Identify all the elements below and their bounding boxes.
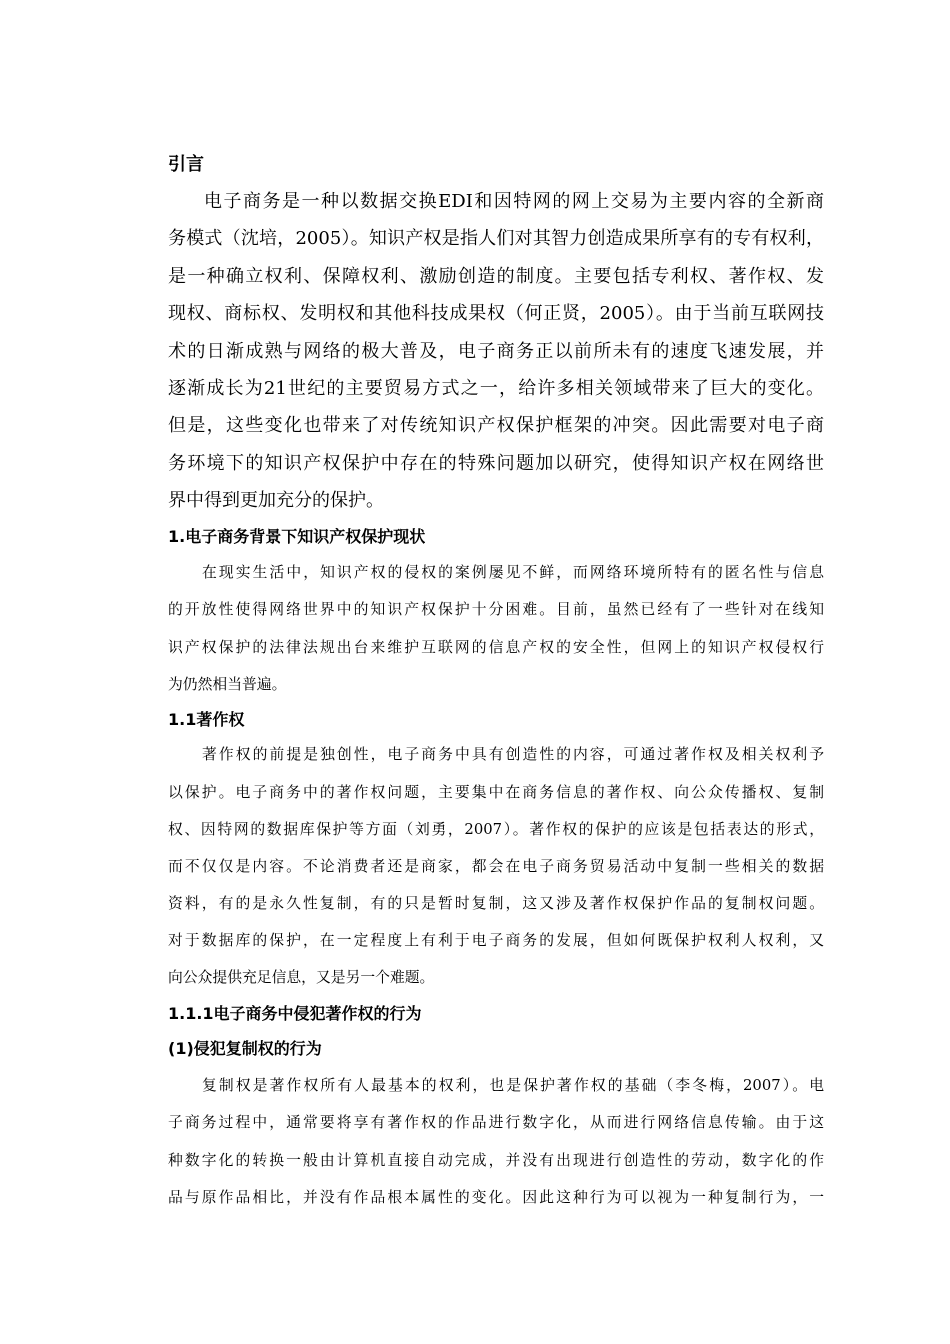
- section-1-1-1-heading: 1.1.1电子商务中侵犯著作权的行为: [168, 1004, 422, 1023]
- section-1-line: 识产权保护的法律法规出台来维护互联网的信息产权的安全性，但网上的知识产权侵权行: [168, 639, 824, 656]
- section-1-1-line: 以保护。电子商务中的著作权问题，主要集中在商务信息的著作权、向公众传播权、复制: [168, 784, 824, 801]
- item-1-line: 子商务过程中，通常要将享有著作权的作品进行数字化，从而进行网络信息传输。由于这: [168, 1114, 824, 1131]
- intro-line: 务环境下的知识产权保护中存在的特殊问题加以研究，使得知识产权在网络世: [168, 453, 824, 474]
- section-1-1-line: 著作权的前提是独创性，电子商务中具有创造性的内容，可通过著作权及相关权利予: [202, 746, 824, 763]
- item-1-line: 种数字化的转换一般由计算机直接自动完成，并没有出现进行创造性的劳动，数字化的作: [168, 1152, 824, 1169]
- intro-line: 现权、商标权、发明权和其他科技成果权（何正贤，2005）。由于当前互联网技: [168, 303, 824, 324]
- intro-line: 但是，这些变化也带来了对传统知识产权保护框架的冲突。因此需要对电子商: [168, 415, 824, 436]
- item-1-line: 复制权是著作权所有人最基本的权利，也是保护著作权的基础（李冬梅，2007）。电: [202, 1077, 824, 1094]
- section-1-heading: 1.电子商务背景下知识产权保护现状: [168, 527, 426, 546]
- intro-line: 逐渐成长为21世纪的主要贸易方式之一，给许多相关领域带来了巨大的变化。: [168, 378, 824, 399]
- section-1-1-line: 权、因特网的数据库保护等方面（刘勇，2007）。著作权的保护的应该是包括表达的形式，: [168, 821, 824, 838]
- item-1-line: 品与原作品相比，并没有作品根本属性的变化。因此这种行为可以视为一种复制行为，一: [168, 1189, 824, 1206]
- section-1-1-line: 对于数据库的保护，在一定程度上有利于电子商务的发展，但如何既保护权利人权利，又: [168, 932, 824, 949]
- intro-line: 是一种确立权利、保障权利、激励创造的制度。主要包括专利权、著作权、发: [168, 266, 824, 287]
- section-1-1-line: 向公众提供充足信息，又是另一个难题。: [168, 969, 435, 986]
- section-1-1-line: 资料，有的是永久性复制，有的只是暂时复制，这又涉及著作权保护作品的复制权问题。: [168, 895, 824, 912]
- section-1-1-heading: 1.1著作权: [168, 710, 245, 729]
- section-1-line: 的开放性使得网络世界中的知识产权保护十分困难。目前，虽然已经有了一些针对在线知: [168, 601, 824, 618]
- intro-line: 务模式（沈培，2005）。知识产权是指人们对其智力创造成果所享有的专有权利，: [168, 228, 824, 249]
- intro-heading: 引言: [168, 154, 204, 175]
- intro-line: 电子商务是一种以数据交换EDI和因特网的网上交易为主要内容的全新商: [204, 191, 824, 212]
- section-1-line: 在现实生活中，知识产权的侵权的案例屡见不鲜，而网络环境所特有的匿名性与信息: [202, 564, 824, 581]
- section-1-line: 为仍然相当普遍。: [168, 676, 287, 693]
- intro-line: 界中得到更加充分的保护。: [168, 490, 384, 511]
- item-1-heading: (1)侵犯复制权的行为: [168, 1039, 322, 1058]
- intro-line: 术的日渐成熟与网络的极大普及，电子商务正以前所未有的速度飞速发展，并: [168, 341, 824, 362]
- section-1-1-line: 而不仅仅是内容。不论消费者还是商家，都会在电子商务贸易活动中复制一些相关的数据: [168, 858, 824, 875]
